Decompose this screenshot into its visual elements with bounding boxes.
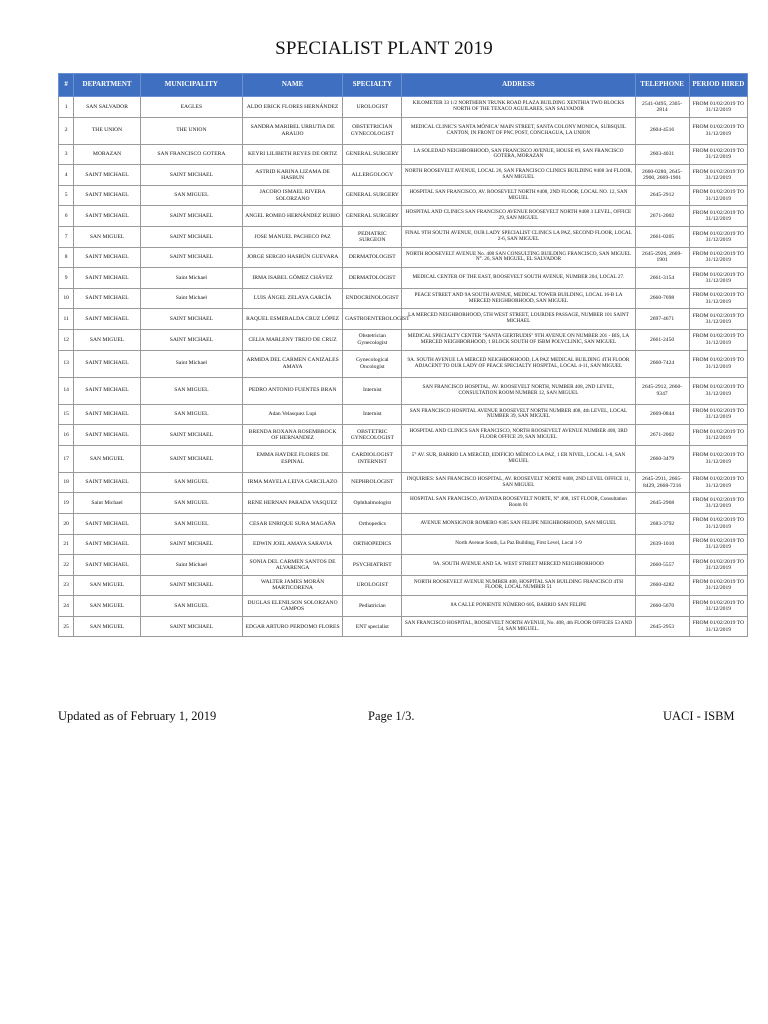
cell-number: 16	[59, 425, 74, 446]
cell-telephone: 2645-2953	[635, 616, 689, 637]
table-row	[59, 117, 748, 144]
table-row	[59, 472, 748, 493]
cell-name: EDWIN JOEL AMAYA SARAVIA	[242, 534, 342, 555]
cell-telephone: 2671-2002	[635, 206, 689, 227]
cell-name: RENE HERNAN PARADA VASQUEZ	[242, 493, 342, 514]
cell-department: THE UNION	[74, 117, 140, 144]
cell-period: FROM 01/02/2019 TO 31/12/2019	[689, 555, 747, 576]
cell-municipality: Saint Michael	[140, 268, 242, 289]
cell-period: FROM 01/02/2019 TO 31/12/2019	[689, 165, 747, 186]
cell-number: 5	[59, 185, 74, 206]
table-row	[59, 445, 748, 472]
cell-telephone: 2660-4282	[635, 575, 689, 596]
cell-telephone: 2671-2002	[635, 425, 689, 446]
cell-department: SAN MIGUEL	[74, 575, 140, 596]
cell-address: SAN FRANCISCO HOSPITAL, AV. ROOSEVELT NORTH, NUMBER 408, 2ND LEVEL, CONSULTATION ROOM NUMBER 12, SAN MIGUEL	[402, 377, 635, 404]
cell-period: FROM 01/02/2019 TO 31/12/2019	[689, 596, 747, 617]
cell-municipality: SAINT MICHAEL	[140, 165, 242, 186]
cell-address: HOSPITAL SAN FRANCISCO, AV. ROOSEVELT NORTH #408, 2ND FLOOR, LOCAL NO. 12, SAN MIGUEL	[402, 185, 635, 206]
cell-department: SAN MIGUEL	[74, 596, 140, 617]
table-row	[59, 185, 748, 206]
cell-period: FROM 01/02/2019 TO 31/12/2019	[689, 226, 747, 247]
cell-telephone: 2661-2450	[635, 329, 689, 350]
cell-name: EDGAR ARTURO PERDOMO FLORES	[242, 616, 342, 637]
cell-name: BRENDA ROXANA ROSEMBROCK OF HERNANDEZ	[242, 425, 342, 446]
header-period-hired: PERIOD HIRED	[689, 74, 747, 97]
cell-specialty: NEPHROLOGIST	[343, 472, 402, 493]
cell-number: 25	[59, 616, 74, 637]
cell-department: SAN SALVADOR	[74, 97, 140, 118]
cell-department: SAINT MICHAEL	[74, 425, 140, 446]
cell-department: SAINT MICHAEL	[74, 165, 140, 186]
cell-name: ANGEL ROMEO HERNÁNDEZ RUBIO	[242, 206, 342, 227]
cell-period: FROM 01/02/2019 TO 31/12/2019	[689, 97, 747, 118]
cell-department: SAN MIGUEL	[74, 616, 140, 637]
cell-telephone: 2697-4671	[635, 309, 689, 330]
table-row	[59, 377, 748, 404]
cell-name: IRMA MAYELA LEIVA GARCILAZO	[242, 472, 342, 493]
cell-name: EMMA HAYDEE FLORES DE ESPINAL	[242, 445, 342, 472]
table-row	[59, 206, 748, 227]
cell-name: IRMA ISABEL GÓMEZ CHÁVEZ	[242, 268, 342, 289]
header-name: NAME	[242, 74, 342, 97]
cell-specialty: GENERAL SURGERY	[343, 185, 402, 206]
cell-period: FROM 01/02/2019 TO 31/12/2019	[689, 350, 747, 377]
cell-number: 12	[59, 329, 74, 350]
cell-address: PEACE STREET AND 9A SOUTH AVENUE, MEDICAL TOWER BUILDING, LOCAL 16-B LA MERCED NEIGHBORHOOD, SAN MIGUEL	[402, 288, 635, 309]
cell-number: 22	[59, 555, 74, 576]
cell-name: DUGLAS ELENILSON SOLORZANO CAMPOS	[242, 596, 342, 617]
cell-number: 19	[59, 493, 74, 514]
header-address: ADDRESS	[402, 74, 635, 97]
cell-number: 7	[59, 226, 74, 247]
cell-municipality: SAN MIGUEL	[140, 472, 242, 493]
cell-name: RAQUEL ESMERALDA CRUZ LÓPEZ	[242, 309, 342, 330]
cell-number: 21	[59, 534, 74, 555]
cell-telephone: 2660-5557	[635, 555, 689, 576]
table-row	[59, 596, 748, 617]
cell-name: JACOBO ISMAEL RIVERA SOLORZANO	[242, 185, 342, 206]
cell-department: SAINT MICHAEL	[74, 534, 140, 555]
cell-number: 2	[59, 117, 74, 144]
cell-telephone: 2683-3792	[635, 513, 689, 534]
cell-number: 17	[59, 445, 74, 472]
cell-municipality: SAN MIGUEL	[140, 493, 242, 514]
cell-municipality: EAGLES	[140, 97, 242, 118]
cell-number: 1	[59, 97, 74, 118]
cell-municipality: SAINT MICHAEL	[140, 309, 242, 330]
cell-telephone: 2541-0495, 2305-2814	[635, 97, 689, 118]
cell-name: WALTER JAMES MORÁN MARTICORENA	[242, 575, 342, 596]
cell-number: 4	[59, 165, 74, 186]
header-specialty: SPECIALTY	[343, 74, 402, 97]
header-number: #	[59, 74, 74, 97]
table-row	[59, 513, 748, 534]
cell-specialty: ENDOCRINOLOGIST	[343, 288, 402, 309]
cell-municipality: Saint Michael	[140, 555, 242, 576]
cell-municipality: SAN MIGUEL	[140, 185, 242, 206]
cell-address: 9A. SOUTH AVENUE AND 5A. WEST STREET MERCED NEIGHBORHOOD	[402, 555, 635, 576]
table-row	[59, 575, 748, 596]
table-row	[59, 493, 748, 514]
table-row	[59, 555, 748, 576]
cell-specialty: Internist	[343, 404, 402, 425]
header-telephone: TELEPHONE	[635, 74, 689, 97]
cell-name: PEDRO ANTONIO FUENTES BRAN	[242, 377, 342, 404]
cell-period: FROM 01/02/2019 TO 31/12/2019	[689, 377, 747, 404]
cell-telephone: 2639-1010	[635, 534, 689, 555]
cell-period: FROM 01/02/2019 TO 31/12/2019	[689, 513, 747, 534]
cell-address: AVENUE MONSIGNOR ROMERO #305 SAN FELIPE NEIGHBORHOOD, SAN MIGUEL	[402, 513, 635, 534]
cell-specialty: OBSTETRICIAN GYNECOLOGIST	[343, 117, 402, 144]
table-body	[59, 97, 748, 637]
cell-department: Saint Michael	[74, 493, 140, 514]
table-row	[59, 309, 748, 330]
cell-address: HOSPITAL SAN FRANCISCO, AVENIDA ROOSEVELT NORTE, N° 408, 1ST FLOOR, Consultation Room 01	[402, 493, 635, 514]
cell-address: HOSPITAL AND CLINICS SAN FRANCISCO, NORTH ROOSEVELT AVENUE NUMBER 408, 3RD FLOOR OFFICE 29, SAN MIGUEL	[402, 425, 635, 446]
cell-municipality: SAN FRANCISCO GOTERA	[140, 144, 242, 165]
cell-period: FROM 01/02/2019 TO 31/12/2019	[689, 616, 747, 637]
cell-period: FROM 01/02/2019 TO 31/12/2019	[689, 268, 747, 289]
cell-telephone: 2604-4516	[635, 117, 689, 144]
header-municipality: MUNICIPALITY	[140, 74, 242, 97]
cell-department: SAINT MICHAEL	[74, 206, 140, 227]
cell-number: 18	[59, 472, 74, 493]
cell-specialty: Obstetrician Gynecologist	[343, 329, 402, 350]
cell-department: SAN MIGUEL	[74, 226, 140, 247]
cell-department: SAINT MICHAEL	[74, 350, 140, 377]
cell-name: CESAR ENRIQUE SURA MAGAÑA	[242, 513, 342, 534]
cell-department: SAINT MICHAEL	[74, 309, 140, 330]
cell-number: 3	[59, 144, 74, 165]
table-row	[59, 97, 748, 118]
cell-municipality: SAN MIGUEL	[140, 404, 242, 425]
cell-number: 14	[59, 377, 74, 404]
cell-specialty: GENERAL SURGERY	[343, 206, 402, 227]
cell-department: SAINT MICHAEL	[74, 247, 140, 268]
cell-telephone: 2660-5670	[635, 596, 689, 617]
table-row	[59, 350, 748, 377]
cell-specialty: DERMATOLOGIST	[343, 247, 402, 268]
cell-specialty: UROLOGIST	[343, 575, 402, 596]
cell-telephone: 2645-2912	[635, 185, 689, 206]
table-header-row	[59, 74, 748, 97]
cell-specialty: Ophthalmologist	[343, 493, 402, 514]
cell-period: FROM 01/02/2019 TO 31/12/2019	[689, 288, 747, 309]
cell-specialty: DERMATOLOGIST	[343, 268, 402, 289]
cell-name: LUIS ÁNGEL ZELAYA GARCÍA	[242, 288, 342, 309]
cell-telephone: 2661-3154	[635, 268, 689, 289]
updated-date: Updated as of February 1, 2019	[58, 709, 217, 723]
cell-municipality: SAINT MICHAEL	[140, 445, 242, 472]
cell-specialty: ALLERGOLOGY	[343, 165, 402, 186]
cell-period: FROM 01/02/2019 TO 31/12/2019	[689, 144, 747, 165]
table-row	[59, 425, 748, 446]
table-row	[59, 329, 748, 350]
cell-name: JORGE SERGIO HASBÚN GUEVARA	[242, 247, 342, 268]
cell-name: ASTRID KARINA LIZAMA DE HASBUN	[242, 165, 342, 186]
cell-period: FROM 01/02/2019 TO 31/12/2019	[689, 185, 747, 206]
cell-telephone: 2603-4031	[635, 144, 689, 165]
cell-address: 9A. SOUTH AVENUE LA MERCED NEIGHBORHOOD, LA PAZ MEDICAL BUILDING 4TH FLOOR ADJACENT TO OUR LADY OF PEACE SPECIALTY HOSPITAL, LOCAL 4-11, SAN MIGUEL	[402, 350, 635, 377]
cell-telephone: 2645-2911, 2665-8429, 2668-7216	[635, 472, 689, 493]
cell-period: FROM 01/02/2019 TO 31/12/2019	[689, 329, 747, 350]
cell-department: SAINT MICHAEL	[74, 472, 140, 493]
cell-municipality: SAINT MICHAEL	[140, 616, 242, 637]
cell-municipality: SAN MIGUEL	[140, 377, 242, 404]
cell-municipality: SAINT MICHAEL	[140, 247, 242, 268]
cell-telephone: 2645-2926, 2669-1901	[635, 247, 689, 268]
cell-period: FROM 01/02/2019 TO 31/12/2019	[689, 534, 747, 555]
cell-period: FROM 01/02/2019 TO 31/12/2019	[689, 445, 747, 472]
cell-name: KEYRI LILIBETH REYES DE ORTIZ	[242, 144, 342, 165]
cell-specialty: ORTHOPEDICS	[343, 534, 402, 555]
cell-telephone: 2660-7698	[635, 288, 689, 309]
cell-department: SAN MIGUEL	[74, 329, 140, 350]
cell-number: 13	[59, 350, 74, 377]
table-row	[59, 144, 748, 165]
cell-address: 8A CALLE PONIENTE NÚMERO 605, BARRIO SAN FELIPE	[402, 596, 635, 617]
cell-name: Adan Velasquez Lupi	[242, 404, 342, 425]
cell-period: FROM 01/02/2019 TO 31/12/2019	[689, 247, 747, 268]
cell-address: INQUIRIES: SAN FRANCISCO HOSPITAL, AV. ROOSEVELT NORTE #408, 2ND LEVEL OFFICE 11, SAN MIGUEL	[402, 472, 635, 493]
cell-number: 9	[59, 268, 74, 289]
cell-specialty: Pediatrician	[343, 596, 402, 617]
cell-address: SAN FRANCISCO HOSPITAL AVENUE ROOSEVELT NORTH NUMBER 408, 4th LEVEL, LOCAL NUMBER 39, SAN MIGUEL	[402, 404, 635, 425]
cell-address: LA MERCED NEIGHBORHOOD, 5TH WEST STREET, LOURDES PASSAGE, NUMBER 101 SAINT MICHAEL	[402, 309, 635, 330]
cell-address: MEDICAL SPECIALTY CENTER "SANTA GERTRUDIS" 9TH AVENUE ON NUMBER 201 - BIS, LA MERCED NEIGHBORHOOD, 1 BLOCK SOUTH OF ISBM POLYCLINIC, SAN MIGUEL	[402, 329, 635, 350]
cell-name: ARMIDA DEL CARMEN CANIZALES AMAYA	[242, 350, 342, 377]
cell-number: 15	[59, 404, 74, 425]
cell-address: LA SOLEDAD NEIGHBORHOOD, SAN FRANCISCO AVENUE, HOUSE #9, SAN FRANCISCO GOTERA, MORAZAN	[402, 144, 635, 165]
cell-municipality: THE UNION	[140, 117, 242, 144]
cell-period: FROM 01/02/2019 TO 31/12/2019	[689, 206, 747, 227]
cell-name: CELIA MARLENY TREJO DE CRUZ	[242, 329, 342, 350]
cell-period: FROM 01/02/2019 TO 31/12/2019	[689, 472, 747, 493]
cell-department: SAINT MICHAEL	[74, 185, 140, 206]
header-department: DEPARTMENT	[74, 74, 140, 97]
cell-number: 23	[59, 575, 74, 596]
cell-address: MEDICAL CENTER OF THE EAST, ROOSEVELT SOUTH AVENUE, NUMBER 204, LOCAL 27.	[402, 268, 635, 289]
cell-address: KILOMETER 33 1/2 NORTHERN TRUNK ROAD PLAZA BUILDING XENTHIA TWO BLOCKS NORTH OF THE TEXACO AGUILARES, SAN SALVADOR	[402, 97, 635, 118]
cell-municipality: SAINT MICHAEL	[140, 575, 242, 596]
cell-address: NORTH ROOSEVELT AVENUE, LOCAL 26, SAN FRANCISCO CLINICS BUILDING #408 3rd FLOOR, SAN MIGUEL	[402, 165, 635, 186]
cell-department: SAINT MICHAEL	[74, 288, 140, 309]
cell-address: 5° AV. SUR, BARRIO LA MERCED, EDIFICIO MÉDICO LA PAZ, 1 ER NIVEL, LOCAL 1-8, SAN MIGUEL	[402, 445, 635, 472]
cell-name: SANDRA MARIBEL URRUTIA DE ARAUJO	[242, 117, 342, 144]
cell-municipality: SAINT MICHAEL	[140, 226, 242, 247]
cell-address: NORTH ROOSEVELT AVENUE NUMBER 408, HOSPITAL SAN BUILDING FRANCISCO 4TH FLOOR, LOCAL NUMBER 51	[402, 575, 635, 596]
cell-specialty: OBSTETRIC GYNECOLOGIST	[343, 425, 402, 446]
cell-department: MORAZAN	[74, 144, 140, 165]
cell-period: FROM 01/02/2019 TO 31/12/2019	[689, 493, 747, 514]
page-number: Page 1/3.	[368, 709, 415, 723]
cell-specialty: Gynecological Oncologist	[343, 350, 402, 377]
cell-period: FROM 01/02/2019 TO 31/12/2019	[689, 404, 747, 425]
cell-address: MEDICAL CLINIC'S 'SANTA MÓNICA' MAIN STREET, SANTA COLONY MONICA, SUBSQUIL CANTON, IN FRONT OF PNC POST, CONCHAGUA, LA UNION	[402, 117, 635, 144]
cell-department: SAINT MICHAEL	[74, 555, 140, 576]
cell-department: SAINT MICHAEL	[74, 513, 140, 534]
table-row	[59, 288, 748, 309]
cell-department: SAINT MICHAEL	[74, 268, 140, 289]
cell-number: 20	[59, 513, 74, 534]
table-row	[59, 268, 748, 289]
cell-number: 10	[59, 288, 74, 309]
cell-department: SAN MIGUEL	[74, 445, 140, 472]
cell-telephone: 2660-7424	[635, 350, 689, 377]
cell-municipality: Saint Michael	[140, 288, 242, 309]
cell-number: 6	[59, 206, 74, 227]
organization: UACI - ISBM	[663, 709, 735, 723]
table-row	[59, 226, 748, 247]
cell-municipality: SAINT MICHAEL	[140, 425, 242, 446]
cell-municipality: SAINT MICHAEL	[140, 534, 242, 555]
cell-department: SAINT MICHAEL	[74, 377, 140, 404]
cell-period: FROM 01/02/2019 TO 31/12/2019	[689, 117, 747, 144]
cell-telephone: 2669-0844	[635, 404, 689, 425]
table-row	[59, 616, 748, 637]
cell-telephone: 2660-0280, 2645-2900, 2669-1901	[635, 165, 689, 186]
cell-municipality: SAN MIGUEL	[140, 596, 242, 617]
cell-number: 8	[59, 247, 74, 268]
cell-municipality: SAINT MICHAEL	[140, 206, 242, 227]
cell-specialty: GENERAL SURGERY	[343, 144, 402, 165]
cell-name: JOSE MANUEL PACHECO PAZ	[242, 226, 342, 247]
cell-telephone: 2660-3479	[635, 445, 689, 472]
cell-specialty: ENT specialist	[343, 616, 402, 637]
cell-number: 11	[59, 309, 74, 330]
cell-address: North Avenue South, La Paz Building, First Level, Local 1-9	[402, 534, 635, 555]
table-row	[59, 534, 748, 555]
cell-period: FROM 01/02/2019 TO 31/12/2019	[689, 309, 747, 330]
cell-number: 24	[59, 596, 74, 617]
cell-address: SAN FRANCISCO HOSPITAL, ROOSEVELT NORTH AVENUE, No. 408, 4th FLOOR OFFICES 53 AND 54, SAN MIGUEL.	[402, 616, 635, 637]
cell-specialty: UROLOGIST	[343, 97, 402, 118]
cell-telephone: 2661-0205	[635, 226, 689, 247]
table-row	[59, 247, 748, 268]
cell-address: FINAL 9TH SOUTH AVENUE, OUR LADY SPECIALIST CLINICS LA PAZ, SECOND FLOOR, LOCAL 2-6, SAN MIGUEL	[402, 226, 635, 247]
cell-telephone: 2645-2968	[635, 493, 689, 514]
cell-specialty: GASTROENTEROLOGIST	[343, 309, 402, 330]
cell-municipality: SAINT MICHAEL	[140, 329, 242, 350]
cell-name: ALDO ERICK FLORES HERNÁNDEZ	[242, 97, 342, 118]
cell-specialty: Orthopedics	[343, 513, 402, 534]
cell-specialty: Internist	[343, 377, 402, 404]
table-row	[59, 404, 748, 425]
document-title: SPECIALIST PLANT 2019	[275, 38, 493, 59]
cell-municipality: Saint Michael	[140, 350, 242, 377]
cell-period: FROM 01/02/2019 TO 31/12/2019	[689, 575, 747, 596]
cell-municipality: SAN MIGUEL	[140, 513, 242, 534]
cell-name: SONIA DEL CARMEN SANTOS DE ALVARENGA	[242, 555, 342, 576]
cell-specialty: CARDIOLOGIST INTERNIST	[343, 445, 402, 472]
specialist-table	[58, 73, 748, 637]
cell-address: HOSPITAL AND CLINICS SAN FRANCISCO AVENUE ROOSEVELT NORTH #408 3 LEVEL, OFFICE 29, SAN MIGUEL	[402, 206, 635, 227]
cell-address: NORTH ROOSEVELT AVENUE No. 408 SAN CONSULTING BUILDING FRANCISCO, SAN MIGUEL N°. 26, SAN MIGUEL, EL SALVADOR	[402, 247, 635, 268]
cell-department: SAINT MICHAEL	[74, 404, 140, 425]
cell-telephone: 2645-2912, 2660-9347	[635, 377, 689, 404]
cell-specialty: PEDIATRIC SURGEON	[343, 226, 402, 247]
table-row	[59, 165, 748, 186]
cell-specialty: PSYCHIATRIST	[343, 555, 402, 576]
cell-period: FROM 01/02/2019 TO 31/12/2019	[689, 425, 747, 446]
